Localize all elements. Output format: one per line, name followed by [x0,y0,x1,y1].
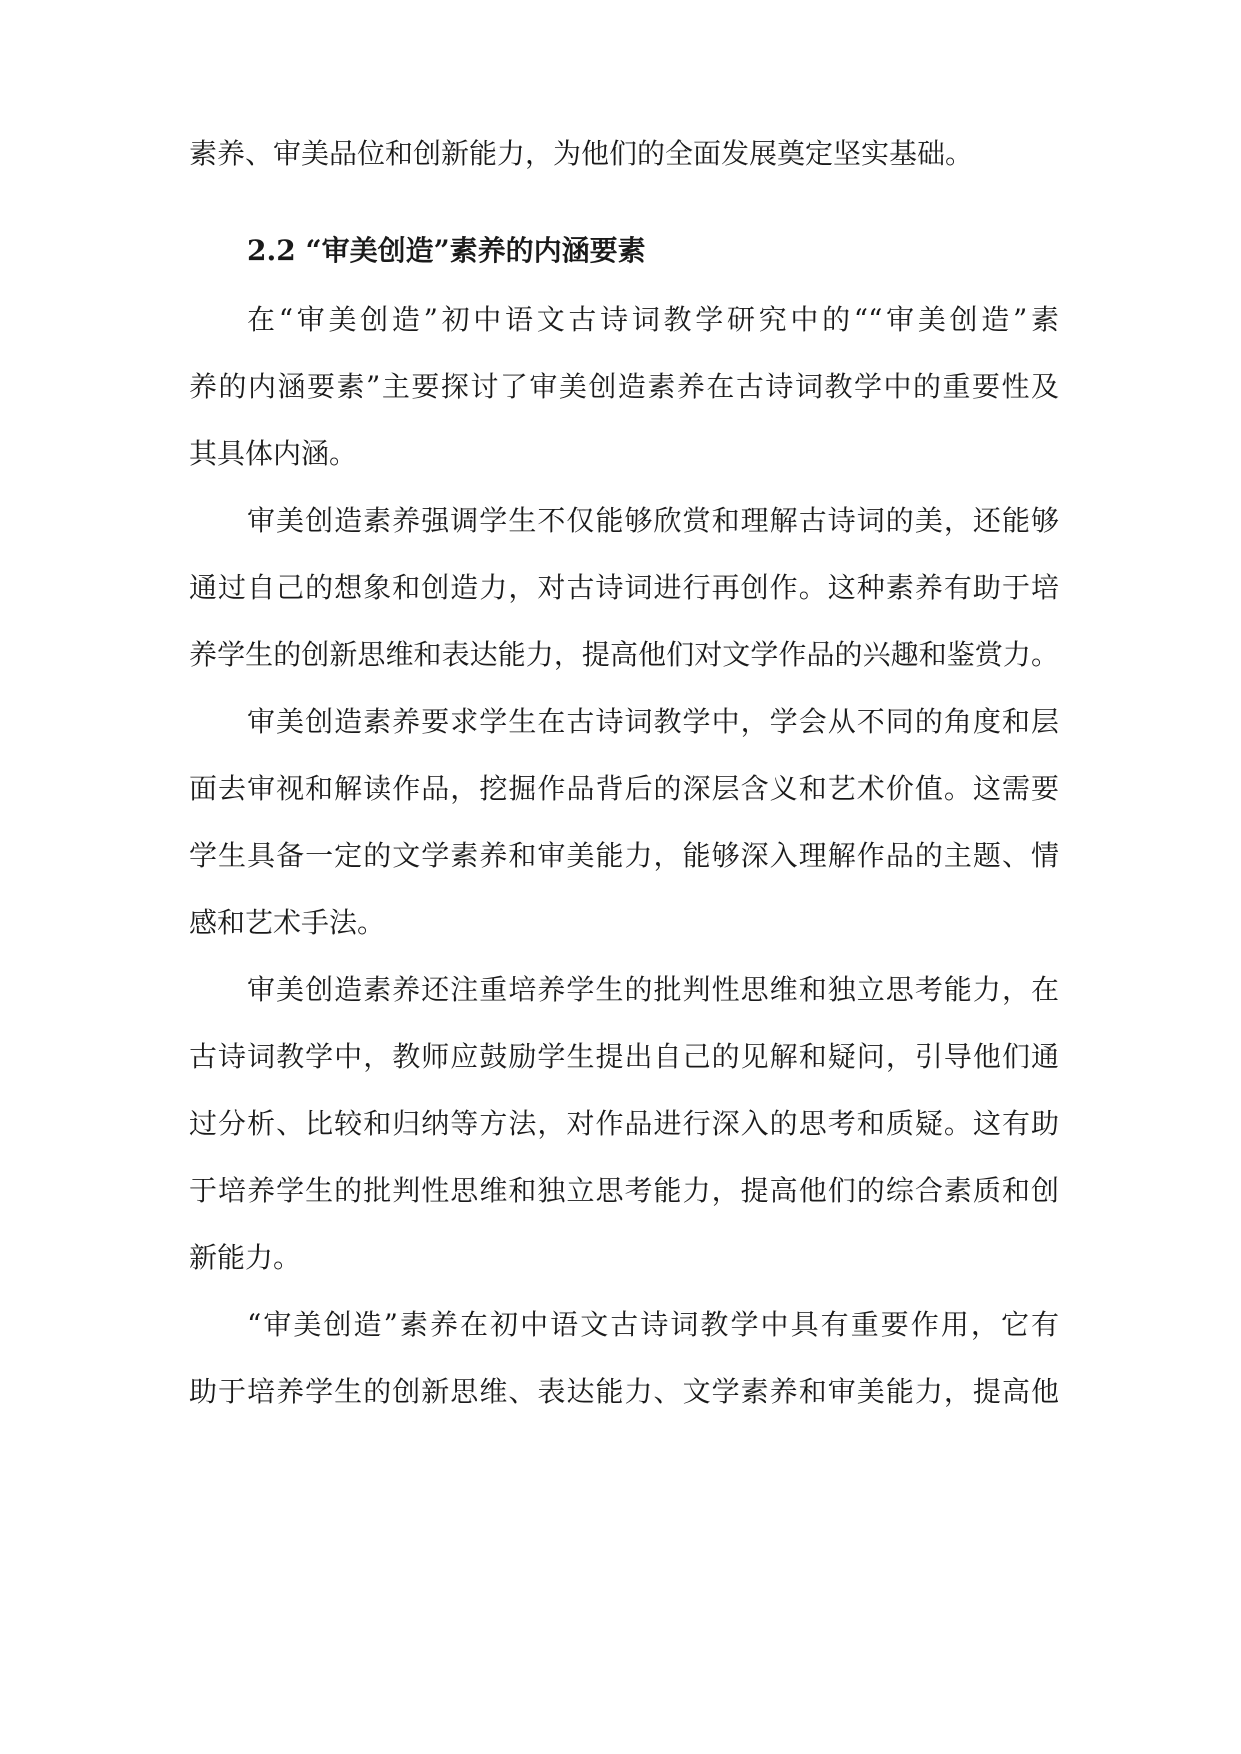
paragraph-line: 新能力。 [189,1241,302,1274]
paragraph-line: “审美创造”素养在初中语文古诗词教学中具有重要作用，它有 [247,1308,1059,1341]
paragraph-line: 养学生的创新思维和表达能力，提高他们对文学作品的兴趣和鉴赏力。 [189,638,1059,671]
paragraph-line: 过分析、比较和归纳等方法，对作品进行深入的思考和质疑。这有助 [189,1107,1059,1140]
paragraph-line: 面去审视和解读作品，挖掘作品背后的深层含义和艺术价值。这需要 [189,772,1059,805]
paragraph-line: 审美创造素养还注重培养学生的批判性思维和独立思考能力，在 [247,973,1059,1006]
paragraph-line: 其具体内涵。 [189,437,358,470]
paragraph-line: 感和艺术手法。 [189,906,386,939]
paragraph-line: 通过自己的想象和创造力，对古诗词进行再创作。这种素养有助于培 [189,571,1059,604]
paragraph-line: 助于培养学生的创新思维、表达能力、文学素养和审美能力，提高他 [189,1375,1059,1408]
paragraph-line: 在“审美创造”初中语文古诗词教学研究中的““审美创造”素 [247,303,1059,336]
paragraph-line: 古诗词教学中，教师应鼓励学生提出自己的见解和疑问，引导他们通 [189,1040,1059,1073]
paragraph-line: 审美创造素养强调学生不仅能够欣赏和理解古诗词的美，还能够 [247,504,1059,537]
paragraph-line: 素养、审美品位和创新能力，为他们的全面发展奠定坚实基础。 [189,137,974,170]
paragraph-line: 学生具备一定的文学素养和审美能力，能够深入理解作品的主题、情 [189,839,1059,872]
paragraph-line: 审美创造素养要求学生在古诗词教学中，学会从不同的角度和层 [247,705,1059,738]
paragraph-line: 于培养学生的批判性思维和独立思考能力，提高他们的综合素质和创 [189,1174,1059,1207]
section-heading: 2.2 “审美创造”素养的内涵要素 [247,234,646,267]
paragraph-line: 养的内涵要素”主要探讨了审美创造素养在古诗词教学中的重要性及 [189,370,1059,403]
